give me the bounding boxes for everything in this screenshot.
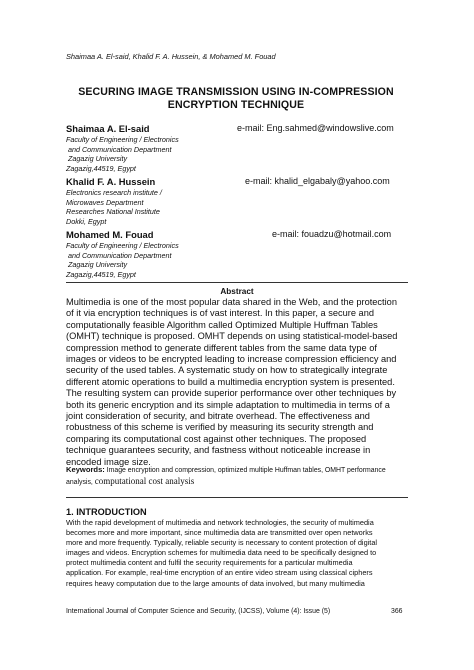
running-header-authors: Shaimaa A. El-said, Khalid F. A. Hussein, & Mohamed M. Fouad	[66, 52, 276, 61]
affiliation-line: Researches National Institute	[66, 207, 160, 216]
abstract-line: images or videos to be encrypted leading to increase compression efficiency and	[66, 354, 397, 365]
affiliation-line: and Communication Department	[66, 250, 172, 260]
abstract-line: of it via encryption techniques is of vast interest. In this paper, a secure and	[66, 308, 374, 319]
abstract-line: different atomic operations to build a multimedia encryption system is presented.	[66, 376, 395, 387]
intro-line: becomes more and more important, since multimedia data are transmitted over open networks	[66, 528, 373, 538]
abstract-line: both its generic encryption and its simple adaptation to multimedia in terms of a	[66, 399, 390, 410]
author-affiliation-1	[66, 135, 179, 173]
abstract-line: The resulting system can provide superior performance over other techniques by	[66, 388, 397, 399]
abstract-line: encoded image size.	[66, 456, 151, 467]
abstract-line: joint consideration of security, and bitrate overhead. The effectiveness and	[66, 411, 370, 422]
intro-line: With the rapid development of multimedia and network technologies, the security of multimedia	[66, 518, 374, 527]
abstract-bottom-rule	[66, 497, 408, 498]
keywords-text: Image encryption and compression, optimized multiple Huffman tables, OMHT performance	[104, 467, 386, 474]
affiliation-line: Zagazig,44519, Egypt	[66, 269, 136, 279]
abstract-line: comparing its computational cost against other techniques. The proposed	[66, 433, 367, 444]
abstract-line: computationally feasible Algorithm called Optimized Multiple Huffman Tables	[66, 319, 378, 330]
affiliation-line: Zagazig University	[66, 260, 128, 269]
keywords	[66, 465, 408, 488]
author-affiliation-2	[66, 188, 162, 226]
affiliation-line: Zagazig,44519, Egypt	[66, 163, 136, 173]
abstract-line: compression method to generate different tables from the same data type of	[66, 342, 377, 353]
keywords-label: Keywords:	[66, 465, 105, 474]
author-name-1: Shaimaa A. El-said	[66, 123, 150, 134]
intro-line: protect multimedia content and fulfil the security requirements for a particular multimedia	[66, 558, 353, 568]
author-affiliation-3	[66, 241, 179, 279]
abstract-line: (OMHT) technique is proposed. OMHT depends on using statistical-model-based	[66, 331, 398, 342]
author-name-3: Mohamed M. Fouad	[66, 229, 154, 240]
affiliation-line: Zagazig University	[66, 154, 128, 163]
affiliation-line: Dokki, Egypt	[66, 216, 107, 226]
affiliation-line: Faculty of Engineering / Electronics	[66, 241, 179, 250]
abstract-line: technique guarantees security, and fastness without noticeable increase in	[66, 445, 371, 456]
author-email-1: e-mail: Eng.sahmed@windowslive.com	[237, 123, 394, 133]
page-number: 366	[391, 608, 403, 615]
intro-line: images and videos. Encryption schemes for multimedia data need to be specifically designed to	[66, 548, 377, 558]
author-email-2: e-mail: khalid_elgabaly@yahoo.com	[245, 176, 390, 186]
author-name-2: Khalid F. A. Hussein	[66, 176, 156, 187]
abstract-line: Multimedia is one of the most popular data shared in the Web, and the protection	[66, 297, 397, 307]
introduction-body	[66, 518, 408, 589]
affiliation-line: Faculty of Engineering / Electronics	[66, 135, 179, 144]
paper-title-line-1: SECURING IMAGE TRANSMISSION USING IN-COMPRESSION	[78, 86, 394, 98]
abstract-line: robustness of this scheme is verified by measuring its security strength and	[66, 422, 374, 433]
paper-title	[60, 86, 412, 112]
paper-title-line-2: ENCRYPTION TECHNIQUE	[167, 99, 305, 111]
affiliation-line: and Communication Department	[66, 144, 172, 154]
abstract-line: security of the used tables. A systematic study on how to strategically integrate	[66, 365, 388, 376]
author-email-3: e-mail: fouadzu@hotmail.com	[272, 229, 392, 239]
affiliation-line: Electronics research institute /	[66, 188, 162, 197]
abstract-top-rule	[66, 282, 408, 283]
intro-line: requires heavy computation due to the large amounts of data involved, but many multimedia	[66, 578, 365, 588]
abstract-body	[66, 297, 408, 468]
section-heading-introduction: 1. INTRODUCTION	[66, 507, 147, 517]
affiliation-line: Microwaves Department	[66, 197, 144, 207]
keywords-text-3: computational cost analysis	[94, 476, 195, 486]
journal-footer: International Journal of Computer Science and Security, (IJCSS), Volume (4): Issue (5)	[66, 608, 331, 615]
intro-line: application. For example, real-time encryption of an entire video stream using classical ciphers	[66, 568, 373, 578]
abstract-heading: Abstract	[220, 287, 254, 296]
intro-line: more and more frequently. Typically, reliable security is necessary to content protection of digital	[66, 538, 378, 548]
keywords-text-2: analysis,	[66, 479, 95, 486]
